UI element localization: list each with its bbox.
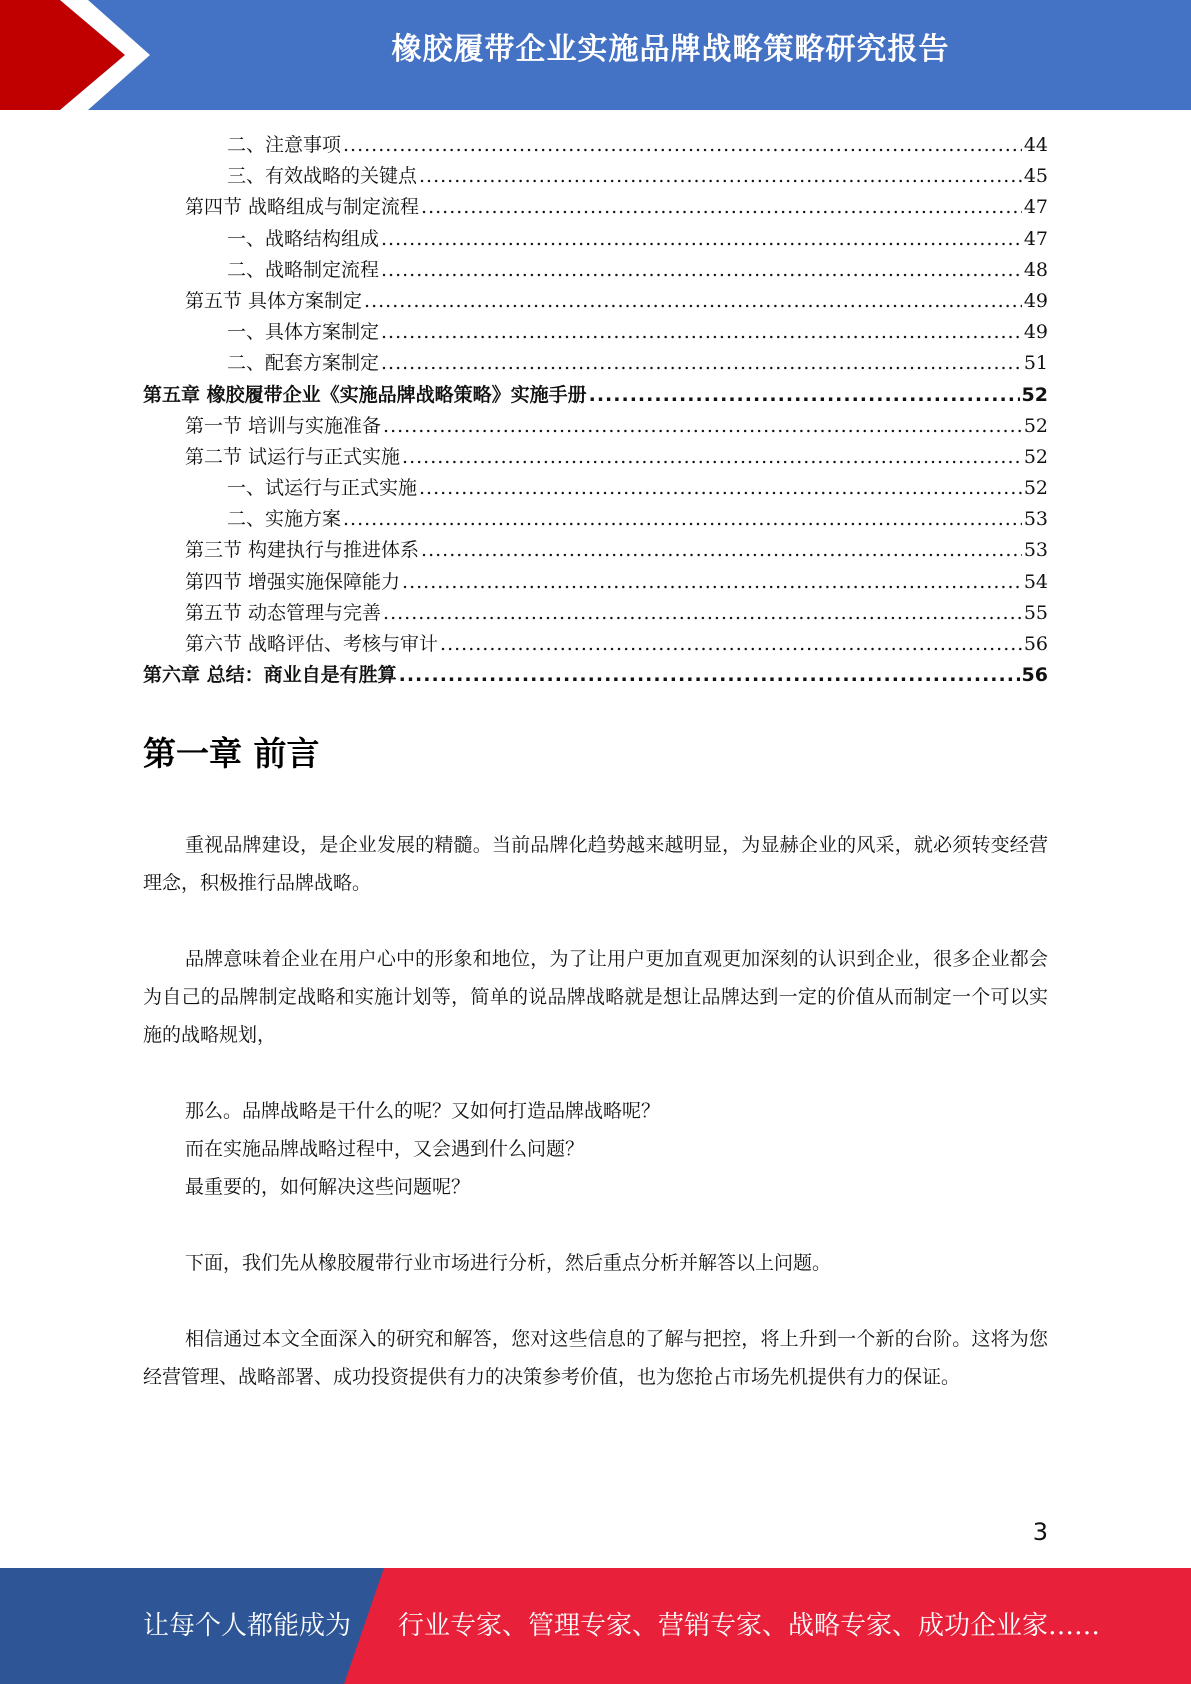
- toc-entry-page: 54: [1023, 570, 1048, 593]
- toc-leader-dots: [343, 130, 1022, 161]
- toc-entry[interactable]: [143, 348, 1048, 379]
- footer-slogan-left: 让每个人都能成为: [143, 1611, 352, 1641]
- toc-entry-title: 第五节 具体方案制定: [185, 289, 363, 312]
- toc-entry-page: 53: [1023, 539, 1048, 562]
- toc-entry-title: 第四节 增强实施保障能力: [185, 570, 401, 593]
- toc-entry-page: 49: [1023, 321, 1048, 344]
- toc-entry-page: 45: [1023, 165, 1048, 188]
- toc-entry-title: 第五章 橡胶履带企业《实施品牌战略策略》实施手册: [143, 383, 587, 406]
- toc-entry-page: 51: [1023, 352, 1048, 375]
- toc-entry-page: 48: [1023, 258, 1048, 281]
- toc-entry-title: 三、有效战略的关键点: [227, 165, 418, 188]
- toc-entry[interactable]: [143, 598, 1048, 629]
- toc-entry-title: 第三节 构建执行与推进体系: [185, 539, 420, 562]
- toc-leader-dots: [402, 567, 1022, 598]
- toc-entry-page: 52: [1023, 477, 1048, 500]
- toc-entry-page: 52: [1023, 414, 1048, 437]
- toc-entry[interactable]: [143, 192, 1048, 223]
- page-footer: [0, 1568, 1191, 1684]
- toc-entry[interactable]: [143, 255, 1048, 286]
- toc-entry-page: 49: [1023, 289, 1048, 312]
- toc-entry-title: 第一节 培训与实施准备: [185, 414, 382, 437]
- toc-entry[interactable]: [143, 286, 1048, 317]
- toc-entry-title: 一、具体方案制定: [227, 321, 380, 344]
- toc-entry[interactable]: [143, 535, 1048, 566]
- page-number: 3: [1032, 1518, 1048, 1546]
- toc-entry-page: 56: [1021, 664, 1048, 687]
- toc-leader-dots: [419, 473, 1022, 504]
- toc-entry[interactable]: [143, 567, 1048, 598]
- toc-leader-dots: [381, 348, 1022, 379]
- toc-entry[interactable]: [143, 629, 1048, 660]
- toc-entry[interactable]: [143, 504, 1048, 535]
- toc-entry-title: 二、实施方案: [227, 508, 342, 531]
- toc-entry-title: 第六章 总结：商业自是有胜算: [143, 664, 397, 687]
- header-red-arrow: [0, 0, 150, 110]
- toc-entry[interactable]: [143, 224, 1048, 255]
- body-paragraph-2: [143, 940, 1048, 1054]
- footer-slogan-right: 行业专家、管理专家、营销专家、战略专家、成功企业家……: [398, 1611, 1101, 1641]
- toc-leader-dots: [383, 598, 1022, 629]
- chapter-title: 第一章 前言: [143, 734, 320, 773]
- toc-entry-page: 52: [1021, 383, 1048, 406]
- toc-leader-dots: [589, 380, 1020, 411]
- toc-leader-dots: [364, 286, 1022, 317]
- body-paragraph-3: [143, 1244, 1048, 1282]
- question-line: 而在实施品牌战略过程中，又会遇到什么问题？: [185, 1138, 585, 1160]
- toc-entry[interactable]: [143, 473, 1048, 504]
- toc-leader-dots: [381, 317, 1022, 348]
- header-title: 橡胶履带企业实施品牌战略策略研究报告: [391, 32, 950, 67]
- body-questions: [143, 1092, 1048, 1206]
- toc-entry-page: 52: [1023, 445, 1048, 468]
- table-of-contents: [143, 130, 1048, 691]
- toc-leader-dots: [381, 224, 1022, 255]
- paragraph: 重视品牌建设，是企业发展的精髓。当前品牌化趋势越来越明显，为显赫企业的风采，就必须转变经营理念，积极推行品牌战略。: [143, 834, 1048, 894]
- toc-leader-dots: [421, 535, 1022, 566]
- body-paragraph-4: [143, 1320, 1048, 1396]
- toc-leader-dots: [343, 504, 1022, 535]
- question-line: 最重要的，如何解决这些问题呢？: [185, 1176, 471, 1198]
- toc-leader-dots: [419, 161, 1022, 192]
- page-header: [0, 0, 1191, 110]
- toc-entry-title: 第五节 动态管理与完善: [185, 601, 382, 624]
- question-line: 那么。品牌战略是干什么的呢？又如何打造品牌战略呢？: [185, 1100, 661, 1122]
- toc-entry-title: 第二节 试运行与正式实施: [185, 445, 401, 468]
- toc-entry[interactable]: [143, 411, 1048, 442]
- paragraph: 品牌意味着企业在用户心中的形象和地位，为了让用户更加直观更加深刻的认识到企业，很多企业都会为自己的品牌制定战略和实施计划等，简单的说品牌战略就是想让品牌达到一定的价值从而制定一个可以实施的战略规划，: [143, 948, 1048, 1046]
- toc-entry[interactable]: [143, 130, 1048, 161]
- toc-leader-dots: [440, 629, 1022, 660]
- toc-leader-dots: [383, 411, 1022, 442]
- toc-leader-dots: [381, 255, 1022, 286]
- toc-entry-title: 一、试运行与正式实施: [227, 477, 418, 500]
- toc-entry-page: 56: [1023, 633, 1048, 655]
- toc-entry-title: 二、配套方案制定: [227, 352, 380, 375]
- toc-entry-page: 53: [1023, 508, 1048, 531]
- toc-entry[interactable]: [143, 380, 1048, 411]
- toc-entry-page: 47: [1023, 196, 1048, 219]
- toc-entry-title: 二、注意事项: [227, 134, 342, 156]
- toc-entry-title: 一、战略结构组成: [227, 227, 380, 250]
- toc-leader-dots: [402, 442, 1022, 473]
- paragraph: 相信通过本文全面深入的研究和解答，您对这些信息的了解与把控，将上升到一个新的台阶。这将为您经营管理、战略部署、成功投资提供有力的决策参考价值，也为您抢占市场先机提供有力的保证。: [143, 1328, 1048, 1388]
- toc-entry-page: 44: [1023, 134, 1048, 156]
- toc-entry-title: 第四节 战略组成与制定流程: [185, 196, 420, 219]
- toc-leader-dots: [421, 192, 1022, 223]
- toc-entry-title: 第六节 战略评估、考核与审计: [185, 633, 439, 655]
- toc-entry-page: 47: [1023, 227, 1048, 250]
- toc-entry-page: 55: [1023, 601, 1048, 624]
- toc-entry[interactable]: [143, 317, 1048, 348]
- body-paragraph-1: [143, 826, 1048, 902]
- paragraph: 下面，我们先从橡胶履带行业市场进行分析，然后重点分析并解答以上问题。: [185, 1252, 832, 1274]
- toc-entry[interactable]: [143, 161, 1048, 192]
- toc-leader-dots: [399, 660, 1020, 691]
- toc-entry-title: 二、战略制定流程: [227, 258, 380, 281]
- toc-entry[interactable]: [143, 660, 1048, 691]
- toc-entry[interactable]: [143, 442, 1048, 473]
